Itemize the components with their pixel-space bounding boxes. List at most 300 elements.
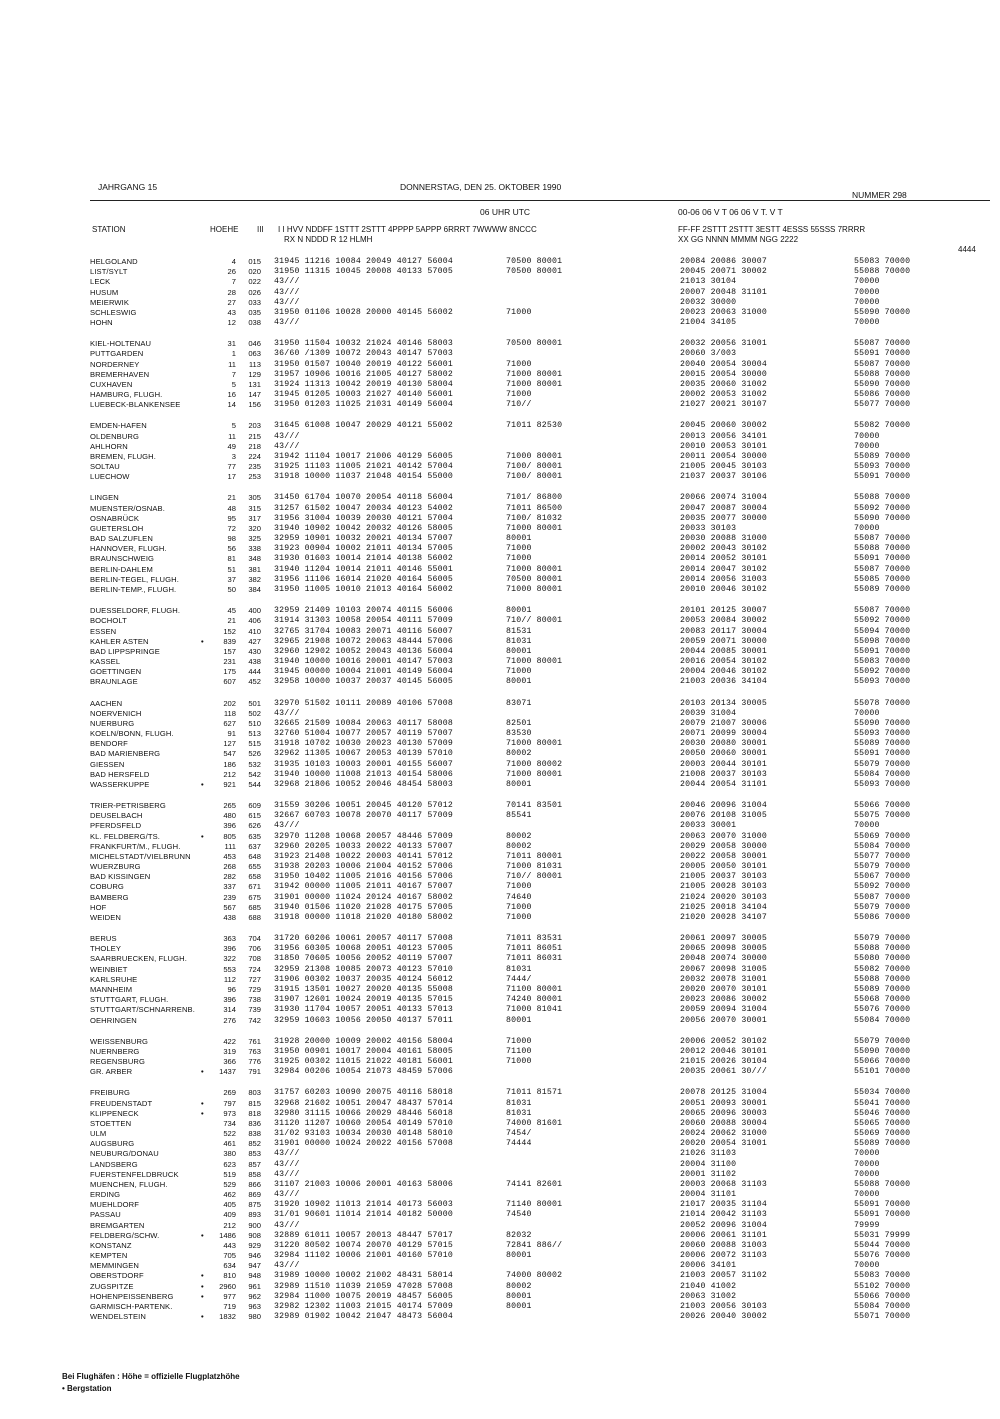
section-7-8-groups: 80001: [506, 1291, 532, 1301]
station-name: BENDORF: [90, 739, 128, 749]
precipitation-groups: 55066 70000: [854, 1291, 911, 1301]
station-name: KLIPPENECK: [90, 1108, 139, 1118]
observation-groups: 32982 12302 11003 21015 40174 57009: [274, 1301, 453, 1311]
observation-groups: 31940 10902 10042 20032 40126 58005: [274, 523, 453, 533]
station-row: [90, 1200, 990, 1210]
station-name: HOHN: [90, 318, 113, 328]
temperature-extremes: 21005 20037 30103: [680, 872, 767, 882]
station-number: 727: [248, 974, 261, 984]
station-number: 452: [248, 677, 261, 687]
station-name: AACHEN: [90, 698, 123, 708]
station-height: 409: [223, 1210, 236, 1220]
section-7-8-groups: 70500 80001: [506, 257, 563, 266]
temperature-extremes: 20015 20054 30000: [680, 369, 767, 379]
precipitation-groups: 55066 70000: [854, 801, 911, 811]
station-height: 11: [228, 431, 236, 441]
observation-groups: 31956 60305 10068 20051 40123 57005: [274, 944, 453, 954]
observation-groups: 32989 11510 11039 21059 47028 57008: [274, 1281, 453, 1291]
temperature-extremes: 20024 20062 31000: [680, 1129, 767, 1139]
station-number: 526: [248, 749, 261, 759]
precipitation-groups: 55088 70000: [854, 493, 911, 503]
station-row: [90, 1057, 990, 1067]
station-row: [90, 801, 990, 811]
observation-groups: 43///: [274, 1169, 300, 1179]
section-7-8-groups: 80002: [506, 1281, 532, 1291]
temperature-extremes: 21005 20045 30103: [680, 462, 767, 472]
station-height: 50: [227, 584, 236, 594]
station-name: OBERSTDORF: [90, 1271, 144, 1281]
station-name: BAD MARIENBERG: [90, 749, 161, 759]
station-number: 635: [248, 831, 261, 841]
temperature-extremes: 21020 20028 34107: [680, 912, 767, 922]
station-number: 946: [248, 1251, 261, 1261]
precipitation-groups: 55091 70000: [854, 349, 911, 359]
station-height: 37: [227, 574, 236, 584]
station-group: [90, 801, 990, 923]
temperature-extremes: 20022 20058 30001: [680, 851, 767, 861]
section-7-8-groups: 70141 83501: [506, 801, 563, 811]
station-number: 015: [248, 257, 261, 266]
observation-groups: 31956 31004 10039 20030 40121 57004: [274, 513, 453, 523]
observation-groups: 31914 31303 10058 20054 40111 57009: [274, 616, 453, 626]
temperature-extremes: 21005 20028 30103: [680, 882, 767, 892]
station-height: 152: [223, 626, 236, 636]
station-row: [90, 677, 990, 687]
station-height: 43: [227, 307, 236, 317]
code-groups-header-line1: I I HVV NDDFF 1STTT 2STTT 4PPPP 5APPP 6RRRT 7WWWW 8NCCC: [278, 225, 537, 234]
station-name: LANDSBERG: [90, 1159, 138, 1169]
station-name: KL. FELDBERG/TS.: [90, 831, 160, 841]
station-number: 671: [248, 882, 261, 892]
station-row: [90, 442, 990, 452]
observation-groups: 32989 01902 10042 21047 48473 56004: [274, 1312, 453, 1322]
station-row: [90, 749, 990, 759]
station-column-header: STATION: [92, 225, 126, 234]
station-number: 857: [248, 1159, 261, 1169]
precipitation-groups: 55089 70000: [854, 584, 911, 594]
station-row: [90, 882, 990, 892]
precipitation-groups: 55091 70000: [854, 749, 911, 759]
station-number: 131: [248, 379, 261, 389]
station-name: SOLTAU: [90, 462, 120, 472]
station-number: 026: [248, 287, 261, 297]
precipitation-groups: 55083 70000: [854, 657, 911, 667]
station-row: [90, 647, 990, 657]
precipitation-groups: 55083 70000: [854, 257, 911, 266]
station-name: CUXHAVEN: [90, 379, 133, 389]
station-group: [90, 421, 990, 482]
station-height: 231: [223, 657, 236, 667]
precipitation-groups: 55084 70000: [854, 841, 911, 851]
station-height: 337: [223, 882, 236, 892]
station-name: PFERDSFELD: [90, 821, 142, 831]
temperature-extremes: 20065 20098 30005: [680, 944, 767, 954]
station-row: [90, 524, 990, 534]
station-row: [90, 1067, 990, 1077]
section-7-8-groups: 71000 80001: [506, 451, 563, 461]
station-name: HUSUM: [90, 287, 119, 297]
station-row: [90, 544, 990, 554]
station-number: 501: [248, 698, 261, 708]
temperature-extremes: 20006 20072 31103: [680, 1251, 767, 1261]
station-number: 038: [248, 318, 261, 328]
station-row: [90, 1261, 990, 1271]
station-height: 212: [223, 769, 236, 779]
precipitation-groups: 70000: [854, 277, 880, 287]
station-name: BERUS: [90, 934, 117, 944]
station-name: WEIDEN: [90, 912, 121, 922]
temperature-extremes: 20026 20040 30002: [680, 1312, 767, 1322]
station-name: ULM: [90, 1129, 107, 1139]
observation-groups: 31720 60206 10061 20057 40117 57008: [274, 934, 453, 944]
temperature-extremes: 20005 20050 30101: [680, 862, 767, 872]
temperature-extremes: 20014 20056 31003: [680, 574, 767, 584]
observation-groups: 32667 60703 10078 20070 40117 57009: [274, 811, 453, 821]
station-number: 738: [248, 995, 261, 1005]
precipitation-groups: 70000: [854, 441, 880, 451]
precipitation-groups: 55084 70000: [854, 769, 911, 779]
mountain-station-marker: •: [201, 779, 204, 789]
station-height: 462: [223, 1190, 236, 1200]
station-row: [90, 606, 990, 616]
station-name: NEUBURG/DONAU: [90, 1149, 159, 1159]
station-number: 348: [248, 554, 261, 564]
station-height: 4: [231, 257, 236, 266]
station-number: 609: [248, 801, 261, 811]
observation-groups: 43///: [274, 277, 300, 287]
station-number: 400: [248, 606, 261, 616]
station-number: 046: [248, 339, 261, 349]
station-height: 175: [223, 667, 236, 677]
station-number: 675: [248, 892, 261, 902]
station-height: 396: [223, 821, 236, 831]
temperature-extremes: 20063 31002: [680, 1291, 737, 1301]
observation-groups: 43///: [274, 1261, 300, 1271]
section-7-8-groups: 83071: [506, 698, 532, 708]
station-name: PUTTGARDEN: [90, 349, 144, 359]
station-group: [90, 606, 990, 687]
station-number: 615: [248, 811, 261, 821]
report-date: DONNERSTAG, DEN 25. OKTOBER 1990: [400, 182, 562, 192]
precipitation-groups: 55075 70000: [854, 811, 911, 821]
observation-groups: 32968 21806 10052 20046 48454 58003: [274, 779, 453, 789]
station-height: 51: [227, 564, 236, 574]
section-7-8-groups: 710// 80001: [506, 872, 563, 882]
station-name: FRANKFURT/M., FLUGH.: [90, 841, 181, 851]
station-name: PASSAU: [90, 1210, 121, 1220]
precipitation-groups: 55087 70000: [854, 564, 911, 574]
station-number: 430: [248, 646, 261, 656]
station-height: 547: [223, 749, 236, 759]
section-7-8-groups: 7100/ 80001: [506, 462, 563, 472]
temperature-extremes: 21024 20020 30103: [680, 892, 767, 902]
station-height: 322: [223, 954, 236, 964]
observation-groups: 43///: [274, 287, 300, 297]
section-7-8-groups: 80002: [506, 841, 532, 851]
extremes-header-line2: XX GG NNNN MMMM NGG 2222: [678, 235, 799, 244]
precipitation-groups: 79999: [854, 1220, 880, 1230]
station-number: 502: [248, 708, 261, 718]
station-height: 529: [223, 1179, 236, 1189]
temperature-extremes: 20103 20134 30005: [680, 698, 767, 708]
mountain-station-marker: •: [201, 831, 204, 841]
station-row: [90, 1312, 990, 1322]
station-height: 21: [227, 616, 236, 626]
observation-groups: 31950 01203 11025 21031 40149 56004: [274, 400, 453, 410]
section-7-8-groups: 71000: [506, 359, 532, 369]
observation-groups: 31957 10906 10016 21005 40127 58002: [274, 369, 453, 379]
station-number: 815: [248, 1098, 261, 1108]
precipitation-groups: 70000: [854, 287, 880, 297]
section-7-8-groups: 72841 886//: [506, 1240, 563, 1250]
station-height: 1437: [219, 1067, 236, 1077]
station-row: [90, 739, 990, 749]
temperature-extremes: 20032 30000: [680, 297, 737, 307]
station-number: 035: [248, 307, 261, 317]
station-name: BERLIN-TEGEL, FLUGH.: [90, 574, 179, 584]
precipitation-groups: 55090 70000: [854, 718, 911, 728]
precipitation-groups: 55101 70000: [854, 1067, 911, 1077]
section-7-8-groups: 80002: [506, 749, 532, 759]
temperature-extremes: 20032 20078 31001: [680, 974, 767, 984]
section-7-8-groups: 71011 86500: [506, 503, 563, 513]
temperature-extremes: 20044 20085 30001: [680, 646, 767, 656]
station-height: 443: [223, 1240, 236, 1250]
observation-groups: 43///: [274, 1149, 300, 1159]
station-name: MANNHEIM: [90, 985, 133, 994]
station-name: SCHLESWIG: [90, 307, 137, 317]
station-height: 380: [223, 1149, 236, 1159]
station-height: 212: [223, 1220, 236, 1230]
station-name: WUERZBURG: [90, 862, 141, 872]
section-7-8-groups: 71000 80001: [506, 564, 563, 574]
observation-groups: 32959 10901 10032 20021 40134 57007: [274, 534, 453, 544]
precipitation-groups: 55086 70000: [854, 390, 911, 400]
temperature-extremes: 20053 20084 30002: [680, 616, 767, 626]
station-row: [90, 400, 990, 410]
section-7-8-groups: 71000 80001: [506, 657, 563, 667]
observation-groups: 31940 11204 10014 21011 40146 55001: [274, 564, 453, 574]
station-height: 95: [227, 513, 236, 523]
station-number: 510: [248, 718, 261, 728]
station-height: 27: [227, 297, 236, 307]
observation-groups: 32980 31115 10066 20029 48446 56018: [274, 1108, 453, 1118]
station-row: [90, 1231, 990, 1241]
temperature-extremes: 20060 20088 31003: [680, 1240, 767, 1250]
station-group: [90, 339, 990, 410]
station-number: 147: [248, 390, 261, 400]
precipitation-groups: 55091 70000: [854, 1210, 911, 1220]
station-height: 405: [223, 1200, 236, 1210]
observation-groups: 32962 11305 10067 20053 40139 57010: [274, 749, 453, 759]
station-name: STUTTGART, FLUGH.: [90, 995, 169, 1005]
temperature-extremes: 20084 20086 30007: [680, 257, 767, 266]
observation-groups: 32960 20205 10033 20022 40133 57007: [274, 841, 453, 851]
station-name: NUERBURG: [90, 718, 135, 728]
station-row: [90, 913, 990, 923]
station-row: [90, 1149, 990, 1159]
temperature-extremes: 21027 20021 30107: [680, 400, 767, 410]
temperature-extremes: 20020 20054 31001: [680, 1139, 767, 1149]
temperature-extremes: 20076 20108 31005: [680, 811, 767, 821]
observation-groups: 32959 21308 10085 20073 40123 57010: [274, 964, 453, 974]
temperature-extremes: 20083 20117 30004: [680, 626, 767, 636]
temperature-extremes: 20079 21007 30006: [680, 718, 767, 728]
observation-groups: 32959 21409 10103 20074 40115 56006: [274, 606, 453, 616]
station-name: MEMMINGEN: [90, 1261, 139, 1271]
section-7-8-groups: 71011 86031: [506, 954, 563, 964]
station-name: GOETTINGEN: [90, 667, 142, 677]
station-height: 56: [227, 544, 236, 554]
station-name: DUESSELDORF, FLUGH.: [90, 606, 181, 616]
observation-groups: 31945 00000 10004 21001 40149 56004: [274, 667, 453, 677]
station-height: 810: [223, 1271, 236, 1281]
station-height: 96: [227, 985, 236, 994]
precipitation-groups: 55102 70000: [854, 1281, 911, 1291]
precipitation-groups: 70000: [854, 1169, 880, 1179]
precipitation-groups: 55091 70000: [854, 646, 911, 656]
station-name: BAD HERSFELD: [90, 769, 150, 779]
station-name: KASSEL: [90, 657, 121, 667]
temperature-extremes: 20067 20098 31005: [680, 964, 767, 974]
station-number: 513: [248, 729, 261, 739]
station-group: [90, 493, 990, 595]
precipitation-groups: 55068 70000: [854, 995, 911, 1005]
observation-groups: 43///: [274, 431, 300, 441]
section-7-8-groups: 80001: [506, 677, 532, 687]
station-number: 685: [248, 902, 261, 912]
station-number: 033: [248, 297, 261, 307]
precipitation-groups: 55065 70000: [854, 1118, 911, 1128]
temperature-extremes: 20048 20074 30000: [680, 954, 767, 964]
station-name: MUENCHEN, FLUGH.: [90, 1179, 168, 1189]
station-height: 239: [223, 892, 236, 902]
temperature-extremes: 20011 20054 30000: [680, 451, 767, 461]
station-name: GUETERSLOH: [90, 523, 144, 533]
station-row: [90, 872, 990, 882]
mountain-station-marker: •: [201, 636, 204, 646]
observation-groups: 32960 12902 10052 20043 40136 56004: [274, 646, 453, 656]
station-number: 156: [248, 400, 261, 410]
section-7-8-groups: 80001: [506, 779, 532, 789]
station-name: WEISSENBURG: [90, 1036, 149, 1046]
section-7-8-groups: 71000 80001: [506, 369, 563, 379]
station-name: FREUDENSTADT: [90, 1098, 153, 1108]
station-name: FUERSTENFELDBRUCK: [90, 1169, 179, 1179]
observation-groups: 31942 00000 11005 21011 40167 57007: [274, 882, 453, 892]
precipitation-groups: 55086 70000: [854, 912, 911, 922]
station-row: [90, 934, 990, 944]
station-height: 186: [223, 759, 236, 769]
section-7-8-groups: 85541: [506, 811, 532, 821]
section-7-8-groups: 7100/ 81032: [506, 513, 563, 523]
station-height: 12: [227, 318, 236, 328]
station-number: 858: [248, 1169, 261, 1179]
station-number: 315: [248, 503, 261, 513]
temperature-extremes: 21026 31103: [680, 1149, 737, 1159]
station-name: NORDERNEY: [90, 359, 140, 369]
station-row: [90, 360, 990, 370]
observation-groups: 31924 11313 10042 20019 40130 58004: [274, 379, 453, 389]
station-number: 444: [248, 667, 261, 677]
footnote-mountain-station: • Bergstation: [62, 1384, 112, 1393]
station-name: MUEHLDORF: [90, 1200, 139, 1210]
temperature-extremes: 20051 20093 30001: [680, 1098, 767, 1108]
footnote-airport-height: Bei Flughäfen : Höhe = offizielle Flugplatzhöhe: [62, 1372, 240, 1381]
station-height: 797: [223, 1098, 236, 1108]
observation-groups: 31920 10902 11013 21014 40173 56003: [274, 1200, 453, 1210]
station-number: 218: [248, 441, 261, 451]
station-row: [90, 965, 990, 975]
precipitation-groups: 70000: [854, 1261, 880, 1271]
section-7-8-groups: 82501: [506, 718, 532, 728]
station-name: SAARBRUECKEN, FLUGH.: [90, 954, 187, 964]
station-number: 704: [248, 934, 261, 944]
station-row: [90, 370, 990, 380]
station-height: 1486: [219, 1230, 236, 1240]
station-row: [90, 862, 990, 872]
station-number: 338: [248, 544, 261, 554]
station-row: [90, 903, 990, 913]
station-number: 427: [248, 636, 261, 646]
observation-groups: 43///: [274, 1190, 300, 1200]
observation-groups: 31945 01205 10003 21027 40140 56001: [274, 390, 453, 400]
station-row: [90, 318, 990, 328]
station-row: [90, 995, 990, 1005]
station-number: 948: [248, 1271, 261, 1281]
station-name: BAD SALZUFLEN: [90, 534, 153, 544]
station-number: 544: [248, 779, 261, 789]
temperature-extremes: 20078 20125 31004: [680, 1088, 767, 1098]
section-7-8-groups: 71011 80001: [506, 851, 563, 861]
station-name: FREIBURG: [90, 1088, 131, 1098]
station-number: 532: [248, 759, 261, 769]
station-row: [90, 1129, 990, 1139]
observation-groups: 32889 61011 10057 20013 48447 57017: [274, 1230, 453, 1240]
temperature-extremes: 21003 20057 31102: [680, 1271, 767, 1281]
station-height: 839: [223, 636, 236, 646]
station-row: [90, 1292, 990, 1302]
temperature-extremes: 21015 20026 30104: [680, 1057, 767, 1067]
station-number: 947: [248, 1261, 261, 1271]
station-height: 276: [223, 1015, 236, 1025]
station-row: [90, 780, 990, 790]
station-name: NOERVENICH: [90, 708, 142, 718]
station-row: [90, 514, 990, 524]
observation-groups: 31923 00904 10002 21011 40134 57005: [274, 544, 453, 554]
station-row: [90, 493, 990, 503]
station-height: 805: [223, 831, 236, 841]
station-number: 929: [248, 1240, 261, 1250]
station-name: TRIER-PETRISBERG: [90, 801, 166, 811]
precipitation-groups: 55093 70000: [854, 779, 911, 789]
station-height: 1832: [219, 1312, 236, 1322]
station-number: 853: [248, 1149, 261, 1159]
precipitation-groups: 55091 70000: [854, 1200, 911, 1210]
period-heading: 00-06 06 V T 06 06 V T. V T: [678, 207, 783, 217]
station-row: [90, 842, 990, 852]
station-name: ZUGSPITZE: [90, 1281, 134, 1291]
precipitation-groups: 55041 70000: [854, 1098, 911, 1108]
observation-groups: 32970 51502 10111 20089 40106 57008: [274, 698, 453, 708]
station-number: 438: [248, 657, 261, 667]
station-height: 127: [223, 739, 236, 749]
section-7-8-groups: 71000: [506, 667, 532, 677]
precipitation-groups: 55093 70000: [854, 677, 911, 687]
observation-groups: 43///: [274, 1159, 300, 1169]
station-number: 803: [248, 1088, 261, 1098]
section-7-8-groups: 70500 80001: [506, 339, 563, 349]
